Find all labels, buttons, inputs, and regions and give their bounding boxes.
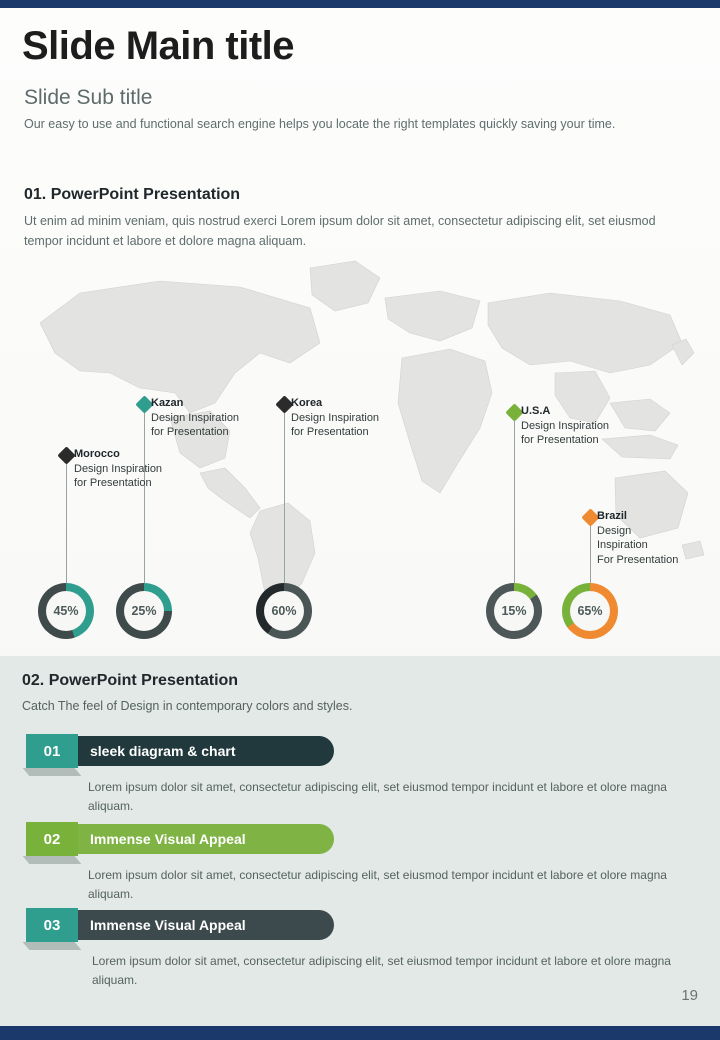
list-item-number-03: 03: [26, 908, 78, 942]
connector-line-kazan: [144, 405, 145, 583]
map-label-korea-line1: Design Inspiration: [291, 411, 380, 424]
connector-line-brazil: [590, 521, 591, 583]
list-item[interactable]: [0, 734, 720, 820]
map-label-usa-name: U.S.A: [521, 405, 551, 417]
section-2-title: 02. PowerPoint Presentation: [22, 672, 239, 689]
section-2-body: Catch The feel of Design in contemporary colors and styles.: [22, 699, 353, 713]
map-label-brazil-line2: Inspiration: [597, 539, 648, 552]
map-label-brazil-name: Brazil: [597, 510, 627, 522]
badge-shadow-03: [23, 942, 82, 950]
map-label-brazil-line1: Design: [597, 524, 632, 537]
donut-chart-morocco: [38, 583, 94, 639]
donut-value-brazil: 65%: [570, 591, 610, 631]
map-label-korea-line2: for Presentation: [291, 426, 369, 439]
section-1-body: Ut enim ad minim veniam, quis nostrud exerci Lorem ipsum dolor sit amet, consectetur adipiscing elit, set eiusmod tempor incidunt et labore et dolore magna aliquam.: [24, 214, 656, 249]
page-title: Slide Main title: [22, 24, 295, 68]
map-label-usa: [521, 404, 651, 448]
connector-line-usa: [514, 413, 515, 583]
donut-value-korea: 60%: [264, 591, 304, 631]
list-item-label-01[interactable]: sleek diagram & chart: [62, 736, 334, 766]
list-item-number-01: 01: [26, 734, 78, 768]
map-label-brazil: [597, 509, 703, 567]
map-label-korea: [291, 396, 421, 440]
list-item-number-02: 02: [26, 822, 78, 856]
list-item[interactable]: [0, 908, 720, 994]
slide-content: [0, 8, 720, 1026]
map-label-korea-name: Korea: [291, 397, 323, 409]
map-label-kazan: [151, 396, 281, 440]
map-label-morocco: [74, 447, 194, 491]
map-label-usa-line1: Design Inspiration: [521, 419, 610, 432]
list-item-desc-03: Lorem ipsum dolor sit amet, consectetur adipiscing elit, set eiusmod tempor incidunt et labore et olore magna aliquam.: [92, 954, 671, 988]
connector-line-korea: [284, 405, 285, 583]
map-label-kazan-line1: Design Inspiration: [151, 411, 240, 424]
connector-line-morocco: [66, 455, 67, 583]
list-item-label-02[interactable]: Immense Visual Appeal: [62, 824, 334, 854]
section-1-title: 01. PowerPoint Presentation: [24, 186, 241, 203]
donut-chart-korea: [256, 583, 312, 639]
page-lede-text: Our easy to use and functional search engine helps you locate the right templates quickly saving your time.: [24, 117, 616, 131]
map-label-kazan-name: Kazan: [151, 397, 184, 409]
map-label-morocco-name: Morocco: [74, 448, 120, 460]
map-label-kazan-line2: for Presentation: [151, 426, 229, 439]
map-label-morocco-line1: Design Inspiration: [74, 462, 163, 475]
world-map-infographic: [0, 253, 720, 653]
badge-shadow-01: [23, 768, 82, 776]
section-2-panel: [0, 656, 720, 1026]
badge-shadow-02: [23, 856, 82, 864]
donut-value-usa: 15%: [494, 591, 534, 631]
map-label-usa-line2: for Presentation: [521, 434, 599, 447]
list-item[interactable]: [0, 822, 720, 908]
donut-value-kazan: 25%: [124, 591, 164, 631]
donut-chart-kazan: [116, 583, 172, 639]
list-item-label-03[interactable]: Immense Visual Appeal: [62, 910, 334, 940]
donut-chart-brazil: [562, 583, 618, 639]
donut-value-morocco: 45%: [46, 591, 86, 631]
list-item-desc-02: Lorem ipsum dolor sit amet, consectetur adipiscing elit, set eiusmod tempor incidunt et labore et olore magna aliquam.: [88, 868, 667, 902]
list-item-desc-01: Lorem ipsum dolor sit amet, consectetur adipiscing elit, set eiusmod tempor incidunt et labore et olore magna aliquam.: [88, 780, 667, 814]
map-label-brazil-line3: For Presentation: [597, 553, 679, 566]
map-label-morocco-line2: for Presentation: [74, 477, 152, 490]
page-subtitle: Slide Sub title: [24, 86, 153, 109]
donut-chart-usa: [486, 583, 542, 639]
top-accent-bar: [0, 0, 720, 8]
bottom-accent-bar: [0, 1026, 720, 1040]
page-number: 19: [681, 987, 698, 1004]
